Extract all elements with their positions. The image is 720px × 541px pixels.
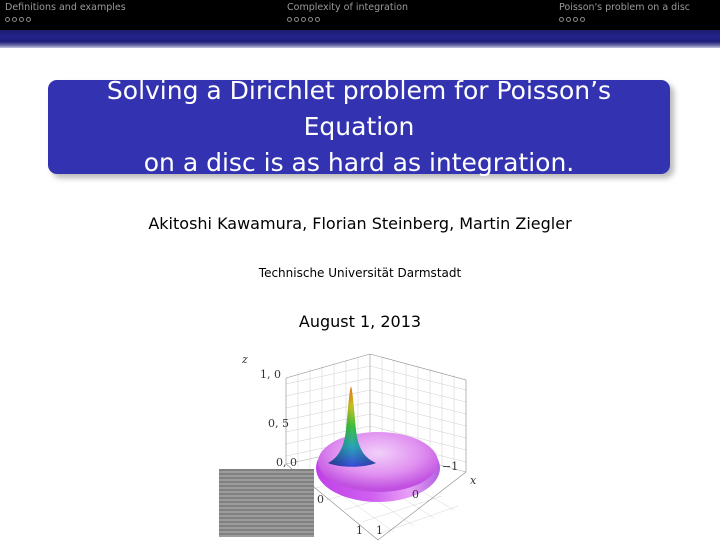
nav-section-complexity[interactable] (287, 2, 408, 22)
title-line-2: on a disc is as hard as integration. (143, 148, 575, 177)
nav-section-title[interactable]: Definitions and examples (5, 2, 126, 13)
y-tick-label: 0 (317, 493, 324, 506)
nav-dot[interactable] (308, 17, 313, 22)
z-tick-label: 1, 0 (260, 368, 281, 381)
nav-dot[interactable] (559, 17, 564, 22)
title-line-1: Solving a Dirichlet problem for Poisson’s Equation (106, 76, 612, 141)
title-block (48, 76, 670, 177)
nav-dot[interactable] (573, 17, 578, 22)
date: August 1, 2013 (298, 312, 422, 331)
z-tick-label: 0, 5 (268, 417, 289, 430)
authors: Akitoshi Kawamura, Florian Steinberg, Martin Ziegler (148, 214, 572, 233)
nav-section-title[interactable]: Poisson's problem on a disc (559, 2, 691, 13)
nav-dot[interactable] (287, 17, 292, 22)
slide-title (62, 73, 656, 181)
z-tick-label: 0, 0 (276, 456, 297, 469)
institute: Technische Universität Darmstadt (258, 266, 462, 280)
nav-dots (559, 17, 690, 22)
nav-dots (5, 17, 126, 22)
y-tick-label: 1 (376, 524, 383, 537)
navigation-bar (0, 0, 720, 30)
nav-dot[interactable] (5, 17, 10, 22)
nav-section-definitions[interactable] (5, 2, 126, 22)
nav-dot[interactable] (12, 17, 17, 22)
nav-dot[interactable] (301, 17, 306, 22)
y-tick-label: 1 (356, 524, 363, 537)
nav-section-title[interactable]: Complexity of integration (287, 2, 409, 13)
nav-dot[interactable] (26, 17, 31, 22)
nav-dot[interactable] (294, 17, 299, 22)
gray-overlay-block (219, 469, 314, 537)
x-tick-label: −1 (442, 460, 459, 473)
nav-dot[interactable] (19, 17, 24, 22)
z-axis-label: z (242, 353, 248, 366)
nav-dot[interactable] (566, 17, 571, 22)
x-tick-label: 0 (412, 488, 419, 501)
nav-section-poisson[interactable] (559, 2, 690, 22)
x-axis-label: x (470, 474, 477, 487)
nav-dot[interactable] (315, 17, 320, 22)
nav-dot[interactable] (580, 17, 585, 22)
header-band (0, 30, 720, 48)
nav-dots (287, 17, 408, 22)
